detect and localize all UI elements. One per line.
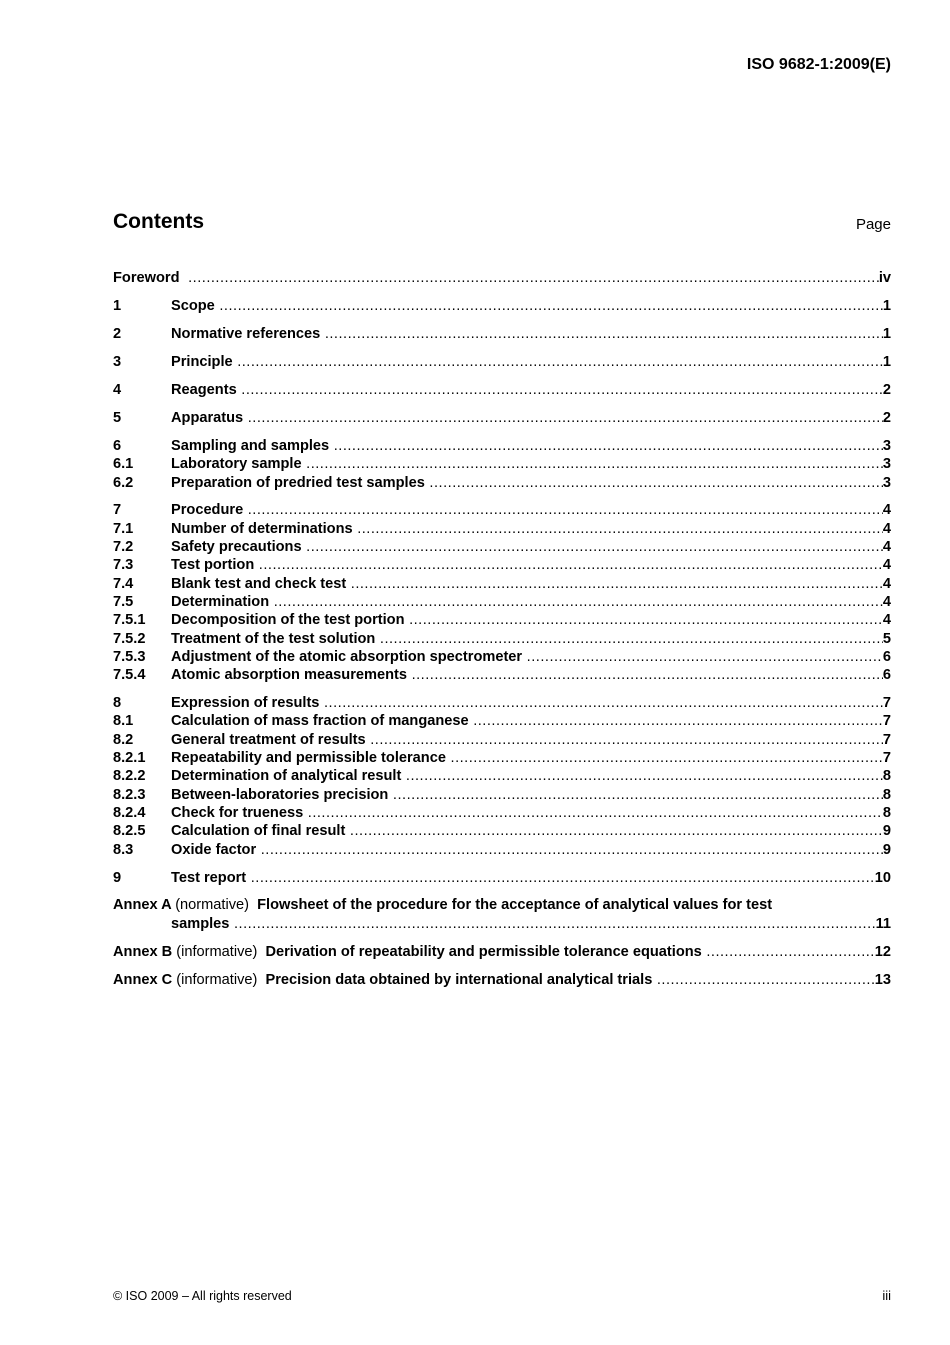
toc-entry-number: 8.2.5	[113, 823, 146, 840]
toc-entry-page: 9	[882, 841, 891, 858]
toc-entry-number: 7.4	[113, 575, 134, 592]
toc-entry-number: 8.3	[113, 841, 134, 858]
toc-entry-title: Calculation of final result	[171, 823, 346, 840]
toc-entry-title: Adjustment of the atomic absorption spectrometer	[171, 648, 523, 665]
toc-entry-title: Number of determinations	[171, 520, 353, 537]
toc-entry-page: 7	[882, 731, 891, 748]
toc-entry-page: 4	[882, 575, 891, 592]
toc-leader-dots	[353, 520, 883, 538]
page-column-label: Page	[855, 216, 891, 233]
toc-annex-c[interactable]	[113, 971, 891, 989]
toc-entry-title: Expression of results	[171, 695, 320, 712]
toc-entry-number: 8	[113, 695, 122, 712]
toc-entry-page: 8	[882, 768, 891, 785]
toc-entry-page: 2	[882, 409, 891, 426]
toc-entry-number: 6.2	[113, 474, 134, 491]
toc-entry-number: 7	[113, 502, 122, 519]
toc-entry[interactable]	[113, 437, 891, 455]
toc-entry[interactable]	[113, 474, 891, 492]
toc-entry[interactable]	[113, 556, 891, 574]
toc-entry[interactable]	[113, 869, 891, 887]
toc-entry-number: 7.5.4	[113, 667, 146, 684]
toc-entry-number: 4	[113, 381, 122, 398]
toc-entry-page: 5	[882, 630, 891, 647]
toc-leader-dots	[329, 437, 883, 455]
toc-entry-title: General treatment of results	[171, 731, 366, 748]
toc-entry-number: 8.2.4	[113, 804, 146, 821]
toc-entry-page: 6	[882, 648, 891, 665]
toc-entry-number: 8.1	[113, 713, 134, 730]
annex-a-title-continued: samples	[171, 915, 230, 932]
toc-entry-number: 2	[113, 325, 122, 342]
toc-entry-title: Apparatus	[171, 409, 244, 426]
annex-b-type: (informative)	[176, 943, 258, 960]
toc-entry-page: 3	[882, 437, 891, 454]
toc-leader-dots	[303, 804, 883, 822]
toc-entry-title: Reagents	[171, 381, 237, 398]
toc-entry-page: 4	[882, 502, 891, 519]
toc-leader-dots	[256, 841, 883, 859]
toc-entry-number: 7.5.1	[113, 612, 146, 629]
toc-entry-title: Repeatability and permissible tolerance	[171, 750, 446, 767]
toc-annex-b[interactable]	[113, 943, 891, 961]
toc-leader-dots	[246, 869, 875, 887]
toc-entry-page: 1	[882, 325, 891, 342]
toc-entry[interactable]	[113, 767, 891, 785]
toc-leader-dots	[233, 353, 883, 371]
toc-entry-number: 5	[113, 409, 122, 426]
toc-entry[interactable]	[113, 520, 891, 538]
toc-entry-page: 4	[882, 593, 891, 610]
toc-entry-page: 8	[882, 786, 891, 803]
toc-entry[interactable]	[113, 575, 891, 593]
toc-entry[interactable]	[113, 269, 891, 287]
toc-entry-title: Treatment of the test solution	[171, 630, 376, 647]
toc-entry-page: 7	[882, 695, 891, 712]
toc-entry-number: 7.1	[113, 520, 134, 537]
toc-entry[interactable]	[113, 538, 891, 556]
toc-entry-title: Normative references	[171, 325, 321, 342]
toc-entry-number: 7.5	[113, 593, 134, 610]
annex-a-title: Flowsheet of the procedure for the acceptance of analytical values for test	[257, 897, 773, 914]
toc-entry-title: Determination of analytical result	[171, 768, 402, 785]
toc-entry-number: 1	[113, 297, 122, 314]
toc-entry[interactable]	[113, 297, 891, 315]
toc-entry-page: 7	[882, 750, 891, 767]
toc-entry-title: Between-laboratories precision	[171, 786, 389, 803]
toc-leader-dots	[319, 694, 882, 712]
toc-leader-dots	[425, 474, 883, 492]
toc-entry-number: 7.5.2	[113, 630, 146, 647]
toc-entry-title: Preparation of predried test samples	[171, 474, 425, 491]
table-of-contents	[113, 269, 891, 989]
toc-entry[interactable]	[113, 804, 891, 822]
toc-entry-title: Principle	[171, 353, 233, 370]
toc-entry-title: Blank test and check test	[171, 575, 347, 592]
toc-leader-dots	[652, 971, 874, 989]
annex-b-label: Annex B	[113, 943, 173, 960]
toc-entry-page: 7	[882, 713, 891, 730]
toc-entry-page: 4	[882, 557, 891, 574]
toc-entry-page: iv	[878, 270, 891, 286]
toc-leader-dots	[469, 712, 883, 730]
toc-entry[interactable]	[113, 381, 891, 399]
toc-entry[interactable]	[113, 630, 891, 648]
document-reference: ISO 9682-1:2009(E)	[746, 56, 891, 73]
toc-entry-page: 6	[882, 667, 891, 684]
toc-entry-title: Sampling and samples	[171, 437, 330, 454]
toc-leader-dots	[407, 666, 883, 684]
toc-entry-page: 3	[882, 474, 891, 491]
toc-entry-title: Test report	[171, 869, 247, 886]
toc-entry[interactable]	[113, 841, 891, 859]
toc-leader-dots	[388, 786, 883, 804]
toc-entry[interactable]	[113, 325, 891, 343]
toc-entry-title: Test portion	[171, 557, 255, 574]
toc-entry-number: 3	[113, 353, 122, 370]
toc-entries	[113, 269, 891, 887]
toc-entry-number: 7.3	[113, 557, 134, 574]
toc-leader-dots	[237, 381, 883, 399]
toc-entry[interactable]	[113, 731, 891, 749]
annex-c-title: Precision data obtained by international analytical trials	[265, 971, 653, 988]
toc-leader-dots	[302, 538, 883, 556]
toc-entry-title: Calculation of mass fraction of manganese	[171, 713, 469, 730]
toc-entry[interactable]	[113, 611, 891, 629]
toc-entry[interactable]	[113, 501, 891, 519]
toc-leader-dots	[302, 455, 883, 473]
toc-entry[interactable]	[113, 593, 891, 611]
annex-c-type: (informative)	[176, 971, 258, 988]
toc-entry-page: 9	[882, 823, 891, 840]
toc-entry-page: 3	[882, 456, 891, 473]
toc-leader-dots	[345, 822, 883, 840]
toc-entry-number: 8.2.3	[113, 786, 146, 803]
toc-entry-number: 9	[113, 869, 122, 886]
toc-entry-number: 7.5.3	[113, 648, 146, 665]
toc-entry-page: 4	[882, 520, 891, 537]
toc-entry[interactable]	[113, 666, 891, 684]
toc-entry[interactable]	[113, 353, 891, 371]
toc-entry-page: 4	[882, 612, 891, 629]
toc-entry-page: 1	[882, 353, 891, 370]
toc-entry-title: Determination	[171, 593, 270, 610]
toc-entry-title: Oxide factor	[171, 841, 257, 858]
toc-entry-number: 6.1	[113, 456, 134, 473]
toc-entry[interactable]	[113, 822, 891, 840]
toc-annex-a[interactable]	[113, 896, 891, 933]
toc-leader-dots	[446, 749, 883, 767]
toc-entry[interactable]	[113, 455, 891, 473]
toc-leader-dots	[401, 767, 883, 785]
toc-entry-page: 2	[882, 381, 891, 398]
toc-leader-dots	[254, 556, 883, 574]
annex-c-label: Annex C	[113, 971, 173, 988]
toc-entry-number: 6	[113, 437, 122, 454]
toc-leader-dots	[215, 297, 883, 315]
toc-entry-page: 1	[882, 297, 891, 314]
toc-leader-dots	[522, 648, 883, 666]
toc-leader-dots	[366, 731, 883, 749]
toc-entry-title: Decomposition of the test portion	[171, 612, 405, 629]
toc-entry-number: 8.2.1	[113, 750, 146, 767]
toc-entry[interactable]	[113, 694, 891, 712]
toc-entry-title: Laboratory sample	[171, 456, 302, 473]
toc-entry-number: 8.2.2	[113, 768, 146, 785]
toc-leader-dots	[375, 630, 883, 648]
toc-entry-title: Safety precautions	[171, 539, 302, 556]
toc-entry-page: 4	[882, 539, 891, 556]
footer-page-number: iii	[882, 1288, 891, 1303]
annex-b-page: 12	[874, 943, 891, 960]
toc-entry-page: 10	[874, 869, 891, 886]
contents-heading: Contents	[113, 210, 204, 233]
toc-entry-title: Atomic absorption measurements	[171, 667, 407, 684]
toc-entry[interactable]	[113, 712, 891, 730]
toc-entry-title: Scope	[171, 297, 215, 314]
toc-leader-dots	[243, 409, 883, 427]
toc-entry-title: Procedure	[171, 502, 244, 519]
toc-leader-dots	[702, 943, 875, 961]
toc-leader-dots	[229, 915, 875, 933]
toc-entry-number: 7.2	[113, 539, 134, 556]
toc-entry-page: 8	[882, 804, 891, 821]
annex-c-page: 13	[874, 971, 891, 988]
toc-leader-dots	[346, 575, 883, 593]
toc-entry[interactable]	[113, 648, 891, 666]
toc-leader-dots	[243, 501, 883, 519]
toc-entry[interactable]	[113, 409, 891, 427]
toc-leader-dots	[184, 269, 879, 287]
toc-entry-title: Check for trueness	[171, 804, 304, 821]
toc-entry[interactable]	[113, 786, 891, 804]
annex-a-label: Annex A	[113, 897, 172, 914]
toc-entry[interactable]	[113, 749, 891, 767]
toc-leader-dots	[405, 611, 883, 629]
toc-leader-dots	[320, 325, 883, 343]
toc-entry-number: Foreword	[113, 270, 180, 286]
annex-a-page: 11	[875, 915, 891, 932]
annex-a-type: (normative)	[175, 897, 249, 914]
annex-b-title: Derivation of repeatability and permissible tolerance equations	[265, 943, 702, 960]
toc-leader-dots	[269, 593, 883, 611]
footer-copyright: © ISO 2009 – All rights reserved	[113, 1289, 292, 1303]
toc-entry-number: 8.2	[113, 731, 134, 748]
